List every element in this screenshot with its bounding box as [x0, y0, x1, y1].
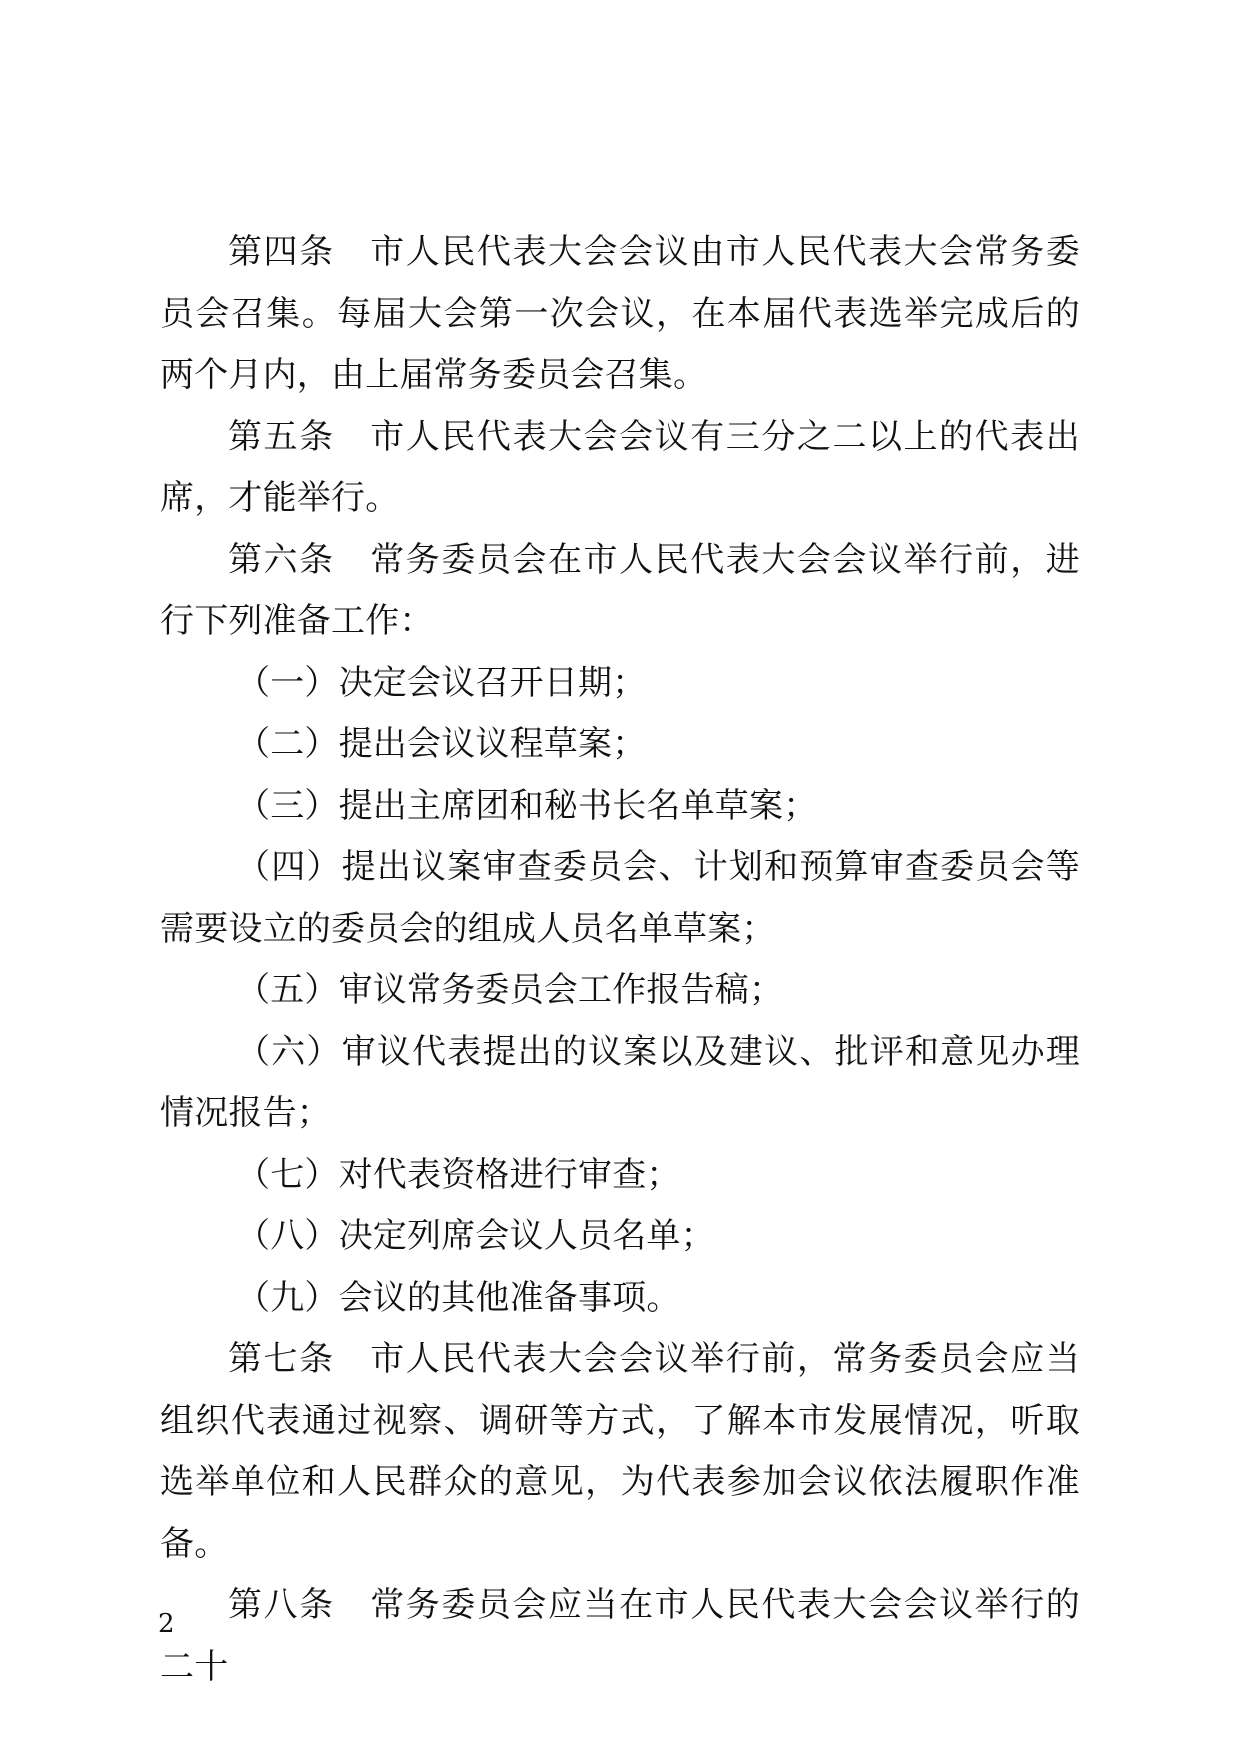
document-body [160, 222, 1080, 1698]
list-item-3: （三）提出主席团和秘书长名单草案； [236, 785, 818, 826]
article-5-paragraph: 第五条 市人民代表大会会议有三分之二以上的代表出席，才能举行。 [160, 416, 1080, 518]
list-item-5: （五）审议常务委员会工作报告稿； [236, 970, 784, 1010]
list-item-7: （七）对代表资格进行审查； [236, 1154, 681, 1195]
list-item-4: （四）提出议案审查委员会、计划和预算审查委员会等需要设立的委员会的组成人员名单草案； [160, 847, 1080, 949]
list-item-9: （九）会议的其他准备事项。 [236, 1277, 681, 1318]
article-8-paragraph: 第八条 常务委员会应当在市人民代表大会会议举行的二十 [160, 1585, 1080, 1687]
list-item-2: （二）提出会议议程草案； [236, 724, 647, 764]
list-item-1: （一）决定会议召开日期； [236, 662, 647, 703]
page-number: 2 [158, 1609, 175, 1639]
list-item-8: （八）决定列席会议人员名单； [236, 1216, 715, 1256]
article-6-paragraph: 第六条 常务委员会在市人民代表大会会议举行前，进行下列准备工作： [160, 539, 1080, 641]
article-7-paragraph: 第七条 市人民代表大会会议举行前，常务委员会应当组织代表通过视察、调研等方式，了解本市发展情况，听取选举单位和人民群众的意见，为代表参加会议依法履职作准备。 [160, 1339, 1080, 1564]
article-4-paragraph: 第四条 市人民代表大会会议由市人民代表大会常务委员会召集。每届大会第一次会议，在本届代表选举完成后的两个月内，由上届常务委员会召集。 [160, 232, 1080, 395]
list-item-6: （六）审议代表提出的议案以及建议、批评和意见办理情况报告； [160, 1031, 1080, 1133]
